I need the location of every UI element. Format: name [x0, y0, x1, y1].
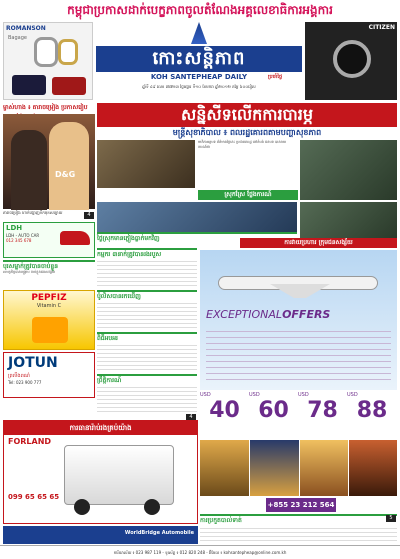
story-right-1-text: [97, 258, 197, 288]
tablet-icon: [32, 317, 68, 343]
romanson-brand: ROMANSON: [6, 25, 46, 32]
forland-brand: FORLAND: [8, 437, 52, 446]
temple-photo: [200, 440, 249, 496]
forland-headline: ការធានារ៉ាប់រងគ្រប់យ៉ាង: [4, 421, 197, 435]
pepfiz-brand: PEPFIZ: [31, 293, 67, 303]
jotun-brand: JOTUN: [8, 355, 58, 371]
fare-4-currency: USD: [347, 392, 358, 398]
jotun-note: ព្រលឹងពណ៌: [8, 373, 30, 379]
left-story-headline[interactable]: ម្ចាស់ហាង ៖ តារាចម្រៀង ប្រកាសរៀប: [3, 104, 88, 111]
ldh-line: LDH - AUTO CAR: [6, 233, 40, 238]
mid-banner-red[interactable]: ការវាយប្រហារ ក្រុមជនសង្ស័យ: [240, 238, 397, 248]
fare-1[interactable]: [200, 392, 249, 438]
auto-car-ad[interactable]: [3, 222, 95, 258]
ldh-brand: LDH: [6, 224, 23, 232]
palace-photo: [349, 440, 397, 496]
jotun-ad[interactable]: [3, 352, 95, 398]
airline-phone[interactable]: +855 23 212 564: [266, 498, 336, 512]
airline-phone-bar: [200, 498, 397, 512]
story-right-1[interactable]: កម្មករ ៣នាក់ត្រូវបានរងរបួស: [97, 248, 197, 258]
temple-icon: [191, 22, 207, 44]
left-story-photo: [3, 114, 95, 209]
ldh-phone: 012 345 678: [6, 238, 32, 243]
citizen-ad[interactable]: [305, 22, 397, 100]
fares-row: [200, 392, 397, 438]
airline-title: [206, 308, 330, 321]
masthead-title: កោះសន្តិភាព: [96, 46, 302, 72]
fare-1-currency: USD: [200, 392, 211, 398]
center-text-1: មាតិកាអត្ថបទ ព័ត៌មានថ្ងៃនេះ ប្រជាពលរដ្ឋ នៅតំបន់ ជនបទ បានរាយការណ៍ថា: [198, 140, 287, 149]
truck-wheel-icon: [144, 499, 160, 515]
person-photo: [11, 130, 47, 210]
masthead-title-en: KOH SANTEPHEAP DAILY: [150, 73, 248, 81]
story-right-2[interactable]: ប៉ូលិសបានរកឃើញ: [97, 290, 197, 300]
worldbridge-strip: [3, 526, 198, 544]
jotun-tel: Tel: 023 900 777: [8, 380, 42, 385]
pepfiz-sub: Vitamin C: [36, 303, 62, 309]
mid-banner-green[interactable]: ស្រុកស្រែ ថ្លែងការណ៍: [198, 190, 298, 200]
fare-3-amount: 78: [307, 398, 338, 423]
destination-photos: [200, 440, 397, 496]
story-right-4-text: [97, 384, 197, 414]
story-a-headline[interactable]: ថ្ងៃស្រុកមានភ្លៀងធ្លាក់មកវិញ: [97, 232, 297, 244]
center-photo-2: [300, 140, 397, 200]
top-headline: កម្ពុជាប្រកាសដាក់បេក្ខភាពចូលតំណែងអគ្គលេខាធិការអង្គការ: [0, 0, 400, 20]
romanson-ad[interactable]: [3, 22, 93, 100]
pepfiz-ad[interactable]: [3, 290, 95, 350]
fare-4-amount: 88: [356, 398, 388, 423]
footer: ការិយាល័យ ៖ 023 987 119 - ទូរស័ព្ទ ៖ 012 820 248 - អ៊ីមែល ៖ kohsantepheap@online.com.kh: [0, 545, 400, 558]
story-b-headline[interactable]: បុរសម្នាក់ត្រូវបានចាប់ខ្លួន: [3, 260, 95, 270]
bottom-right-text: [200, 525, 397, 544]
fare-3-currency: USD: [298, 392, 309, 398]
forland-phone: 099 65 65 65: [8, 493, 60, 501]
truck-icon: [64, 445, 174, 505]
watch-icon: [58, 39, 78, 65]
left-story-page: 4: [84, 212, 94, 219]
airline-title-a: EXCEPTIONAL: [206, 308, 283, 321]
airline-title-b: OFFERS: [282, 308, 331, 321]
car-icon: [60, 231, 90, 245]
story-right-3[interactable]: ពិធីអបអរ: [97, 332, 197, 342]
citizen-brand: CITIZEN: [368, 24, 395, 31]
airline-ad[interactable]: [200, 250, 397, 390]
romanson-tagline: Bagage: [8, 35, 27, 41]
person-photo: [49, 122, 89, 210]
story-a-page: 4: [186, 414, 196, 421]
masthead-info: ឆ្នាំទី ៤៩ លេខ ៧៧២៣ ថ្ងៃអង្គារ ទី១០ ខែមករា ឆ្នាំ២០១២ តម្លៃ ៦០០រៀល: [142, 84, 256, 89]
story-b-text: សមត្ថកិច្ចបានបង្ក្រាប ចាប់ខ្លួនជនសង្ស័យ: [3, 270, 56, 274]
fare-3[interactable]: [298, 392, 347, 438]
watch-icon: [333, 40, 371, 78]
right-photo-1: [300, 202, 397, 238]
worldbridge-text[interactable]: WorldBridge Automobile: [124, 530, 194, 536]
fare-1-amount: 40: [209, 398, 240, 423]
shirt-logo: D&G: [55, 170, 76, 179]
story-right-4[interactable]: ព្រឹត្តិការណ៍: [97, 374, 197, 384]
fare-4[interactable]: [347, 392, 397, 438]
center-photo-1: [97, 140, 195, 188]
story-right-5[interactable]: ការប្រកួតបាល់ទាត់: [200, 514, 397, 524]
main-headline[interactable]: សន្និសីទលើកការបារម្ភ: [97, 103, 397, 127]
forland-ad[interactable]: [3, 420, 198, 524]
main-subheadline: មន្ត្រីសុខាភិបាល ៖ ពលរដ្ឋគោរពតាមបញ្ហាសុខភាព: [172, 128, 322, 137]
bag-icon: [12, 75, 46, 95]
story-right-3-text: [97, 342, 197, 372]
pagoda-photo: [300, 440, 348, 496]
city-photo: [250, 440, 299, 496]
fare-2-currency: USD: [249, 392, 260, 398]
story-right-2-text: [97, 300, 197, 330]
fare-2-amount: 60: [258, 398, 289, 423]
story-b-page: 5: [386, 515, 396, 522]
truck-wheel-icon: [74, 499, 90, 515]
masthead-tag: ប្រចាំថ្ងៃ: [268, 74, 283, 80]
airplane-wing-icon: [270, 284, 330, 298]
watch-icon: [34, 37, 58, 67]
fare-2[interactable]: [249, 392, 298, 438]
center-photo-3: [97, 202, 297, 232]
airline-text: [206, 326, 391, 380]
bag-icon: [52, 77, 86, 95]
left-story-caption: តារាចម្រៀង ហាក់បង្ហាញទឹកមុខសប្បាយ: [3, 210, 63, 215]
